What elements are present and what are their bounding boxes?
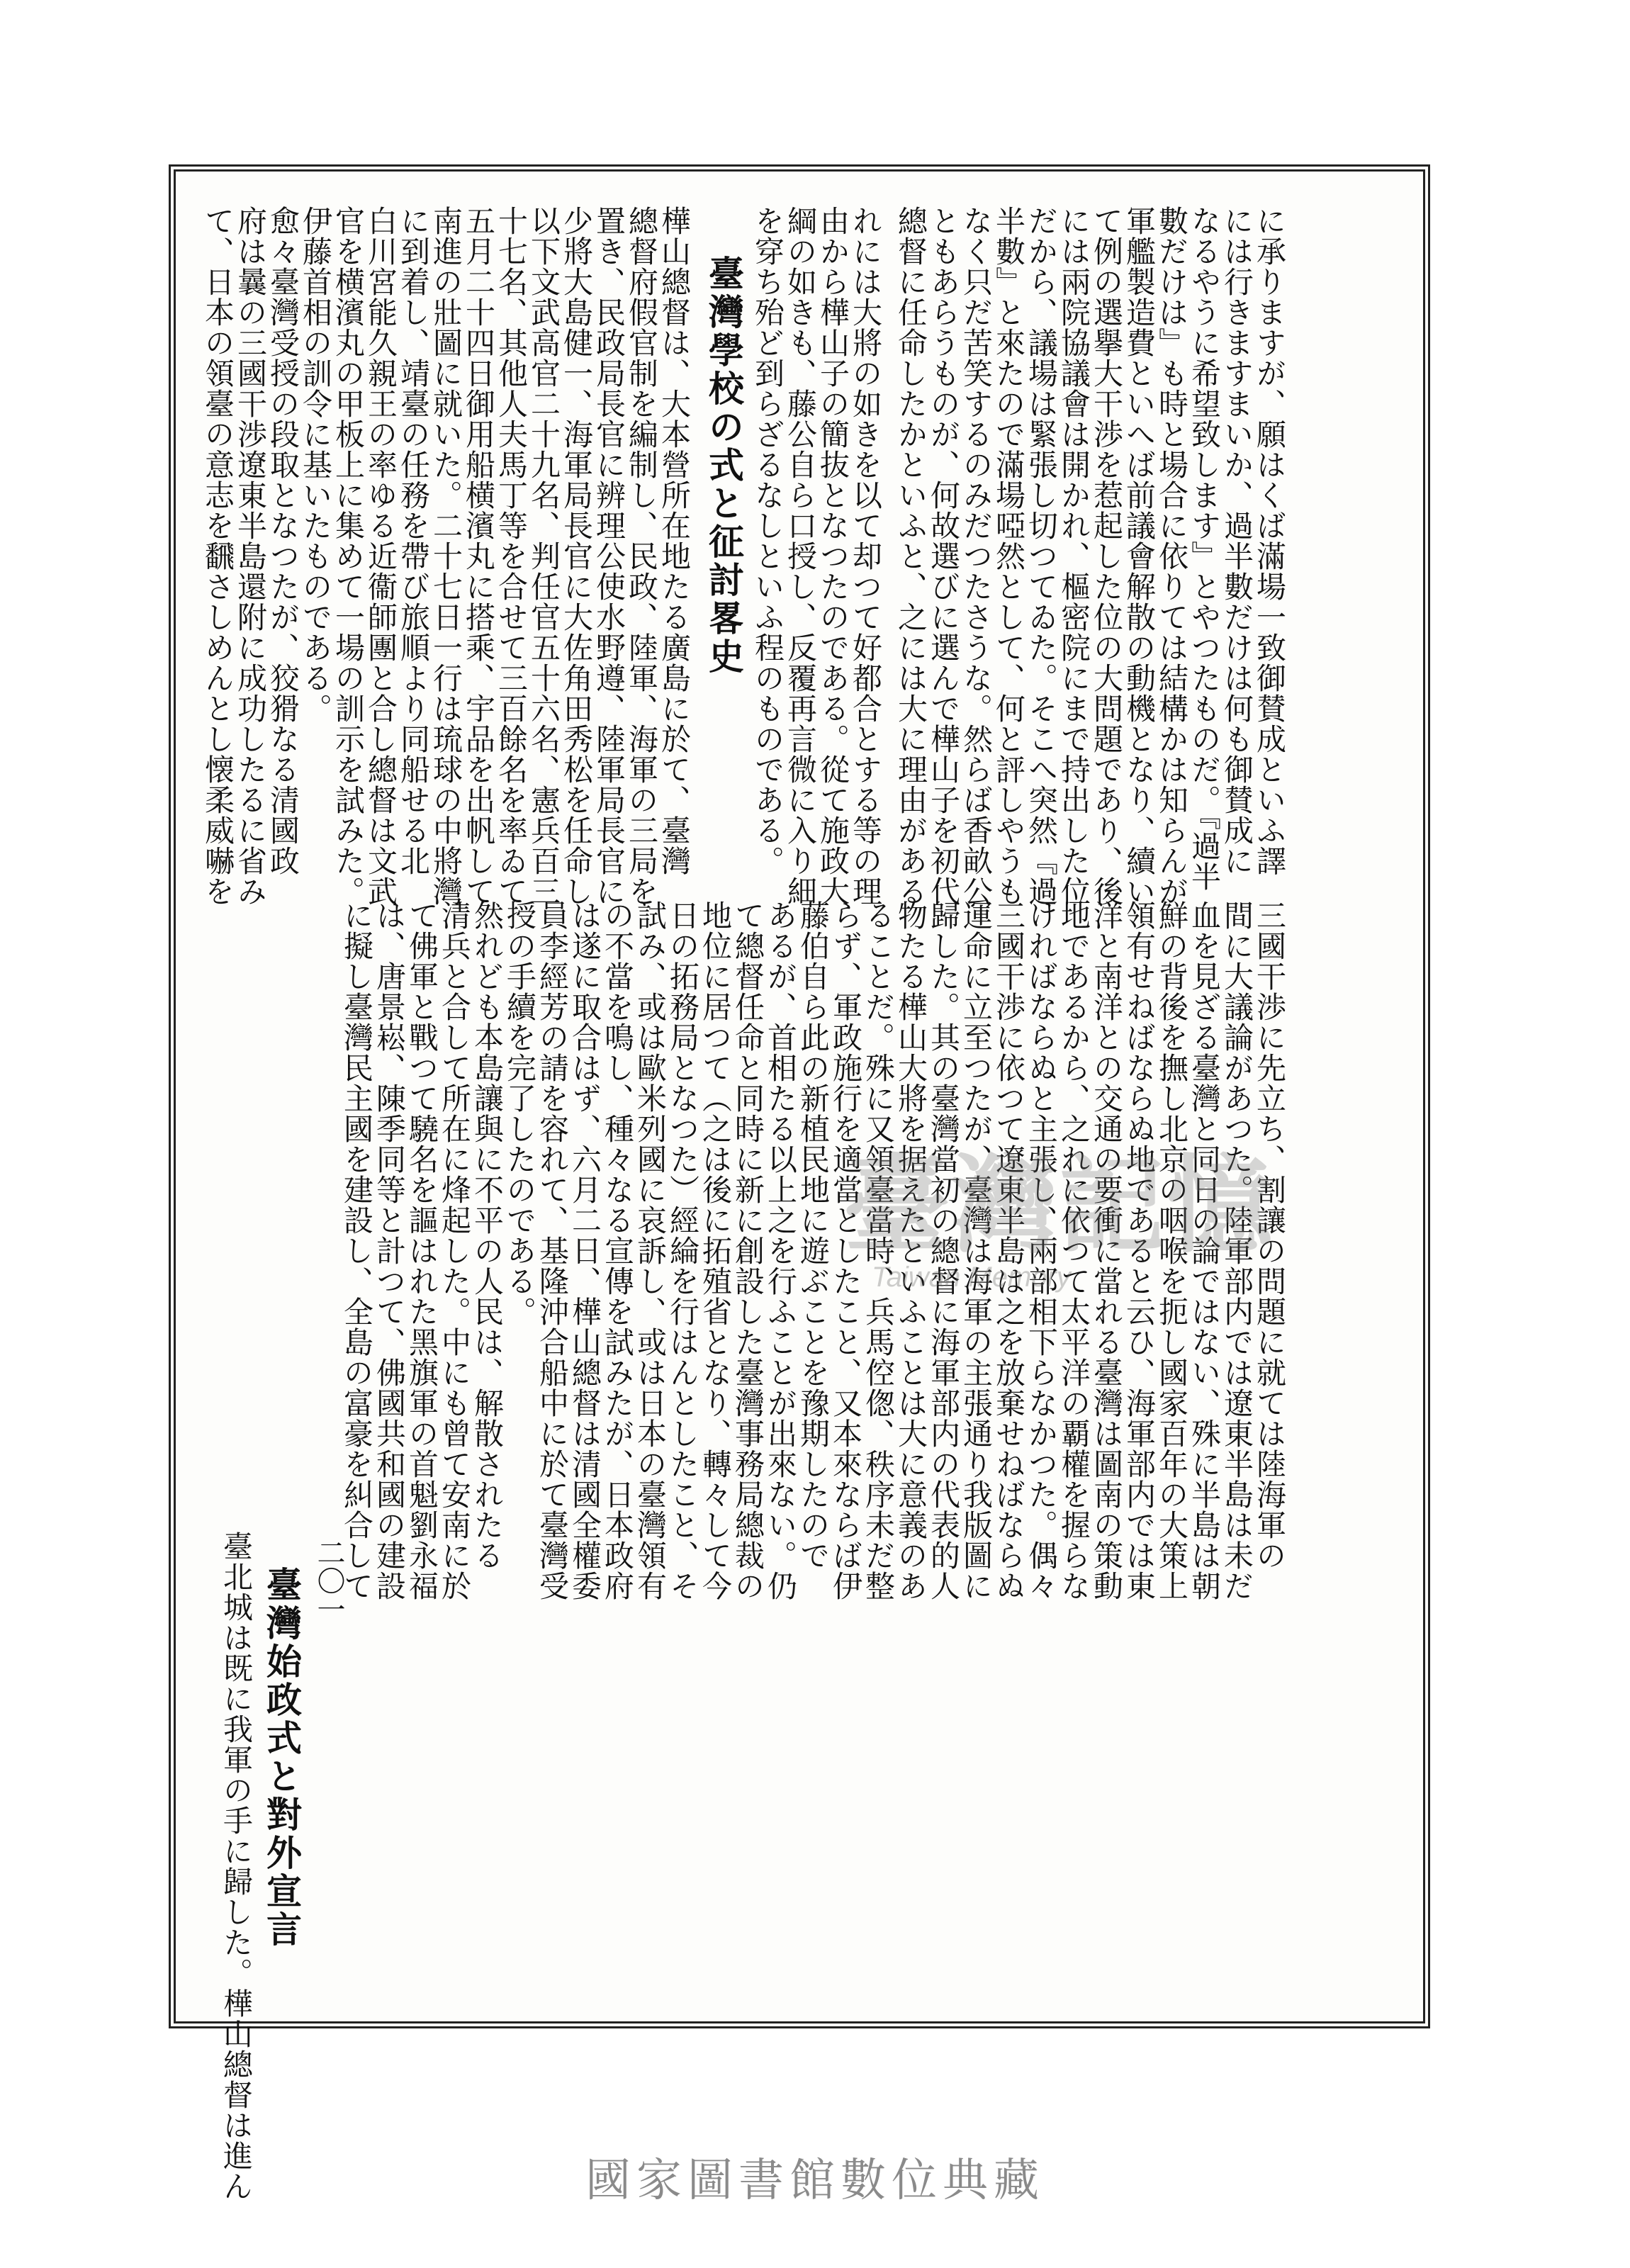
text-column: 軍艦製造費といへば前議會解散の動機となり、續い — [1122, 206, 1157, 906]
text-column: の不當を鳴し、種々なる宣傳を試みたが、日本政府 — [600, 900, 635, 1601]
text-column: て、日本の領臺の意志を飜さしめんとし懐柔威嚇を — [201, 206, 235, 906]
text-column: なるやうに希望致します』とやつたものだ。『過半 — [1187, 206, 1222, 892]
text-column: 日の拓務局となつた）經綸を行はんとしたこと、そ — [665, 900, 700, 1601]
text-column: は、唐景崧、陳季同等と計つて、佛國共和國の建設 — [372, 900, 407, 1601]
text-column: ともあらうものが、何故選びに選んで樺山子を初代 — [926, 206, 961, 906]
text-column: て例の選擧大干渉を惹起した位の大問題であり、後 — [1089, 206, 1124, 906]
text-column: 然れども本島讓與に不平の人民は、解散されたる — [470, 900, 505, 1571]
text-column: ければならぬと主張し、兩部相下らなかつた。偶々 — [1024, 900, 1059, 1601]
text-column: 鮮の背後を撫し北京の咽喉を扼し國家百年の大策上 — [1154, 900, 1189, 1601]
text-column: 清兵と合して所在に烽起した。中にも曾て安南に於 — [437, 900, 472, 1601]
text-column: らず、軍政施行を適當としたこと、又本來ならば伊 — [828, 900, 863, 1601]
text-column: 臺北城は既に我軍の手に歸した。樺山總督は進ん — [219, 1531, 254, 2201]
text-column: に承りますが、願はくば滿場一致御賛成といふ譯 — [1252, 206, 1287, 876]
text-column: 綱の如きも、藤公自ら口授し、反覆再言微に入り細 — [783, 206, 818, 906]
text-column: を穿ち殆ど到らざるなしといふ程のものである。 — [751, 206, 785, 876]
text-column: に到着し、靖臺の任務を帶び旅順より同船せる北 — [396, 206, 431, 876]
text-column: 歸した。其の臺灣當初の總督に海軍部内の代表的人 — [926, 900, 961, 1601]
text-column: 少將大島健一、海軍局長官に大佐角田秀松を任命し — [559, 206, 594, 906]
text-column: 授の手續を完了したのである。 — [502, 900, 537, 1327]
text-column: て佛軍と戰つて驍名を謳はれた黑旗軍の首魁劉永福 — [405, 900, 439, 1601]
text-column: 洋と南洋との交通の要衝に當れる臺灣は圖南の策動 — [1089, 900, 1124, 1601]
text-column: 愈々臺灣受授の段取となつたが、狡猾なる清國政 — [266, 206, 300, 876]
text-column: 十七名、其他人夫馬丁等を合せて三百餘名を率ゐて — [494, 206, 529, 906]
text-column: て總督任命と同時に新に創設した臺灣事務局總裁の — [731, 900, 765, 1601]
text-column: ることだ。殊に又領臺當時、兵馬倥偬、秩序未だ整 — [861, 900, 896, 1601]
text-column: 員李經芳の請を容れて、基隆沖合船中に於て臺灣受 — [535, 900, 570, 1601]
text-column: 間に大議論があつた。陸軍部内では遼東半島は未だ — [1220, 900, 1254, 1601]
text-column: には兩院協議會は開かれ、樞密院にまで持出した位 — [1057, 206, 1091, 906]
text-column: れには大將の如きを以て却つて好都合とする等の理 — [848, 206, 883, 906]
text-column: 總督府假官制を編制し、民政、陸軍、海軍の三局を — [624, 206, 659, 906]
text-column: あるが、首相たる以上之を行ふことが出來ない。仍 — [763, 900, 798, 1601]
text-column: 數だけは』も時と場合に依りては結構かは知らんが — [1154, 206, 1189, 906]
text-column: は遂に取合はず、六月二日、樺山總督は清國全權委 — [568, 900, 602, 1601]
text-column: 運命に立至つたが、臺灣は海軍の主張通り我版圖に — [959, 900, 994, 1601]
archive-footer: 國家圖書館數位典藏 — [585, 2155, 1045, 2207]
text-column: 三國干渉に先立ち、割讓の問題に就ては陸海軍の — [1252, 900, 1287, 1571]
text-column: 藤伯自ら此の新植民地に遊ぶことを豫期したので — [796, 900, 831, 1571]
text-column: 血を見ざる臺灣と同日の論ではない、殊に半島は朝 — [1187, 900, 1222, 1601]
text-column: 試み、或は歐米列國に哀訴し、或は日本の臺灣領有 — [633, 900, 668, 1601]
text-column: 白川宮能久親王の率ゆる近衞師團と合し總督は文武 — [364, 206, 398, 906]
text-column: だから、議場は緊張し切つてゐた。そこへ突然『過 — [1024, 206, 1059, 906]
text-column: 地であるから、之れに依つて太平洋の覇權を握らな — [1057, 900, 1091, 1601]
text-column: 三國干渉に依つて遼東半島は之を放棄せねばならぬ — [991, 900, 1026, 1601]
text-column: 南進の壯圖に就いた。二十七日一行は琉球の中將灣 — [429, 206, 463, 906]
watermark-logo: 臺灣記憶 — [843, 1143, 1275, 1268]
text-column: 樺山總督は、大本營所在地たる廣島に於て、臺灣 — [657, 206, 692, 876]
text-column: 地位に居つて（之は後に拓殖省となり、轉々して今 — [698, 900, 733, 1601]
text-column: 由から樺山子の簡抜となつたのである。從て施政大 — [816, 206, 850, 906]
text-column: 置き、民政局長官に辨理公使水野遵、陸軍局長官に — [592, 206, 626, 906]
text-column: なく只だ苦笑するのみだつたさうな。然らば香畝公 — [959, 206, 994, 906]
text-column: 總督に任命したかといふと、之には大に理由がある — [894, 206, 928, 906]
text-column: 伊藤首相の訓令に基いたものである。 — [298, 206, 333, 724]
page-number: 二〇一 — [313, 1538, 345, 1623]
watermark-latin: Taiwan Memory — [872, 1262, 1071, 1293]
text-column: 物たる樺山大將を据えたといふことは大に意義のあ — [894, 900, 928, 1601]
text-column: に擬し臺灣民主國を建設し、全島の富豪を糾合して — [339, 900, 374, 1601]
section-heading-govt: 臺灣始政式と對外宣言 — [261, 1566, 303, 1949]
text-column: 半數』と來たので滿場啞然として、何と評しやうも — [991, 206, 1026, 906]
text-column: 官を横濱丸の甲板上に集めて一場の訓示を試みた。 — [331, 206, 366, 906]
text-column: 府は曩の三國干渉遼東半島還附に成功したるに省み — [233, 206, 268, 906]
section-heading-school: 臺灣學校の式と征討畧史 — [703, 255, 745, 676]
text-column: 領有せねばならぬ地であると云ひ、海軍部内では東 — [1122, 900, 1157, 1601]
text-column: には行きますまいか、過半數だけは何も御賛成に — [1220, 206, 1254, 876]
text-column: 以下文武高官二十九名、判任官五十六名、憲兵百三 — [527, 206, 561, 906]
text-column: 五月二十四日御用船横濱丸に搭乘、宇品を出帆して — [461, 206, 496, 906]
